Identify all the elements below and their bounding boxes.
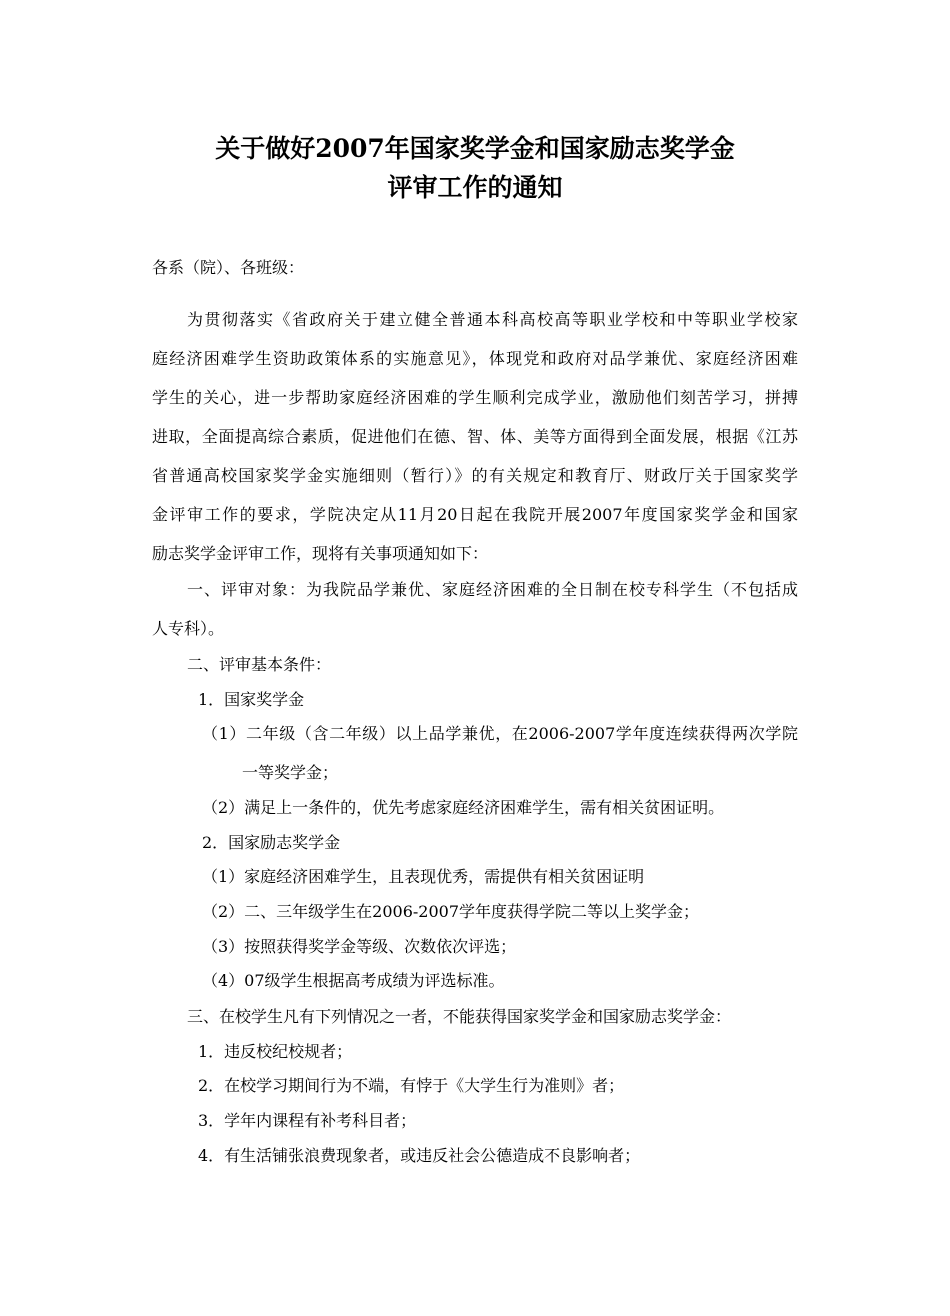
intro-line: 学生的关心，进一步帮助家庭经济困难的学生顺利完成学业，激励他们刻苦学习，拼搏 [152, 388, 798, 407]
section1-line: 人专科）。 [152, 619, 225, 638]
section3-heading: 三、在校学生凡有下列情况之一者，不能获得国家奖学金和国家励志奖学金： [187, 1007, 732, 1026]
title-line-2: 评审工作的通知 [387, 173, 563, 202]
s2-item1-heading: 1．国家奖学金 [198, 690, 305, 709]
salutation: 各系（院）、各班级： [152, 258, 305, 277]
intro-line: 为贯彻落实《省政府关于建立健全普通本科高校高等职业学校和中等职业学校家 [187, 310, 798, 329]
s2-item2-criterion: （1）家庭经济困难学生，且表现优秀，需提供有相关贫困证明 [202, 867, 645, 886]
intro-line: 励志奖学金评审工作，现将有关事项通知如下： [152, 544, 489, 563]
s2-item1-criterion: （2）满足上一条件的，优先考虑家庭经济困难学生，需有相关贫困证明。 [202, 798, 725, 817]
s2-item2-criterion: （3）按照获得奖学金等级、次数依次评选； [202, 937, 517, 956]
s3-item: 2．在校学习期间行为不端，有悖于《大学生行为准则》者； [198, 1076, 625, 1095]
intro-line: 省普通高校国家奖学金实施细则（暂行）》的有关规定和教育厅、财政厅关于国家奖学 [152, 466, 798, 485]
s2-item2-criterion: （2）二、三年级学生在2006-2007学年度获得学院二等以上奖学金； [202, 902, 700, 921]
s2-item2-criterion: （4）07级学生根据高考成绩为评选标准。 [202, 971, 505, 990]
s3-item: 3．学年内课程有补考科目者； [198, 1111, 417, 1130]
title-line-1: 关于做好2007年国家奖学金和国家励志奖学金 [215, 134, 735, 163]
intro-line: 金评审工作的要求，学院决定从11月20日起在我院开展2007年度国家奖学金和国家 [152, 505, 798, 524]
s2-item1-criterion: （1）二年级（含二年级）以上品学兼优，在2006-2007学年度连续获得两次学院 [202, 724, 798, 743]
s3-item: 4．有生活铺张浪费现象者，或违反社会公德造成不良影响者； [198, 1146, 641, 1165]
section2-heading: 二、评审基本条件： [187, 655, 332, 674]
s2-item1-criterion-cont: 一等奖学金； [242, 763, 339, 782]
intro-line: 庭经济困难学生资助政策体系的实施意见》，体现党和政府对品学兼优、家庭经济困难 [152, 349, 798, 368]
section1-line: 一、评审对象：为我院品学兼优、家庭经济困难的全日制在校专科学生（不包括成 [187, 580, 798, 599]
s2-item2-heading: 2．国家励志奖学金 [202, 833, 341, 852]
s3-item: 1．违反校纪校规者； [198, 1042, 353, 1061]
intro-line: 进取，全面提高综合素质，促进他们在德、智、体、美等方面得到全面发展，根据《江苏 [152, 427, 798, 446]
